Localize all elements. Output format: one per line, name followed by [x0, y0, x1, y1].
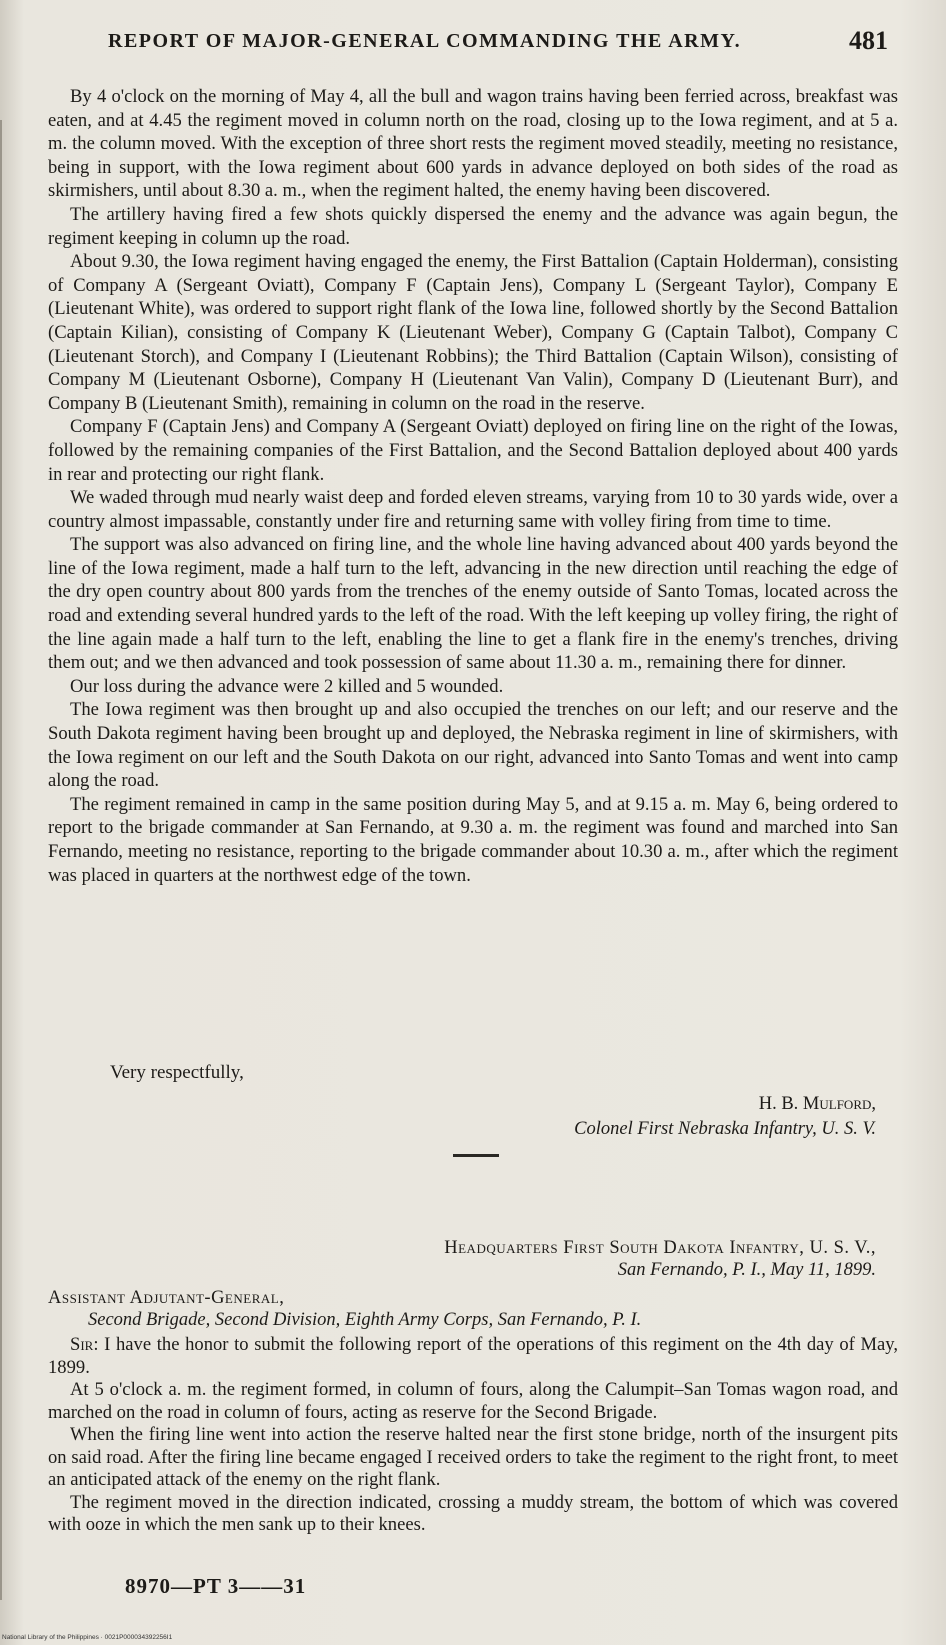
- paragraph: Company F (Captain Jens) and Company A (Sergeant Oviatt) deployed on firing line on the right of the Iowas, followed by the remaining companies of the First Battalion, and the Second Battalion deployed about 400 yards in rear and protecting our right flank.: [48, 416, 898, 485]
- headquarters-unit: Headquarters First South Dakota Infantry, U. S. V.,: [444, 1238, 876, 1258]
- paragraph: We waded through mud nearly waist deep and forded eleven streams, varying from 10 to 30 yards wide, over a country almost impassable, constantly under fire and returning same with volley firing from time to time.: [48, 487, 898, 532]
- paragraph: The regiment moved in the direction indicated, crossing a muddy stream, the bottom of which was covered with ooze in which the men sank up to their knees.: [48, 1491, 898, 1535]
- page-spine-edge: [0, 120, 12, 1600]
- headquarters-place-date: San Fernando, P. I., May 11, 1899.: [617, 1260, 876, 1280]
- paragraph: At 5 o'clock a. m. the regiment formed, in column of fours, along the Calumpit–San Tomas wagon road, and marched on the road in column of fours, acting as reserve for the Second Brigade.: [48, 1379, 898, 1423]
- paragraph: The Iowa regiment was then brought up and also occupied the trenches on our left; and our reserve and the South Dakota regiment having been brought up and deployed, the Nebraska regiment in line of skirmishers, with the Iowa regiment on our left and the South Dakota on our right, advanced into Santo Tomas and went into camp along the road.: [48, 699, 898, 792]
- signature-mark: 8970—PT 3——31: [125, 1574, 307, 1598]
- signatory-name: H. B. Mulford,: [758, 1094, 876, 1114]
- paragraph: The support was also advanced on firing line, and the whole line having advanced about 400 yards beyond the line of the Iowa regiment, made a half turn to the left, advancing in the new direction until reaching the edge of the dry open country about 800 yards from the trenches of the enemy outside of Santo Tomas, located across the road and extending several hundred yards to the left of the road. With the left keeping up volley firing, the right of the line again made a half turn to the left, enabling the line to get a flank fire in the enemy's trenches, driving them out; and we then advanced and took possession of same about 11.30 a. m., remaining there for dinner.: [48, 534, 898, 674]
- paragraph: The regiment remained in camp in the same position during May 5, and at 9.15 a. m. May 6, being ordered to report to the brigade commander at San Fernando, at 9.30 a. m. the regiment was found and marched into San Fernando, meeting no resistance, reporting to the brigade commander about 10.30 a. m., after which the regiment was placed in quarters at the northwest edge of the town.: [48, 793, 898, 886]
- address-location: Second Brigade, Second Division, Eighth Army Corps, San Fernando, P. I.: [88, 1310, 642, 1330]
- paragraph: About 9.30, the Iowa regiment having engaged the enemy, the First Battalion (Captain Holderman), consisting of Company A (Sergeant Oviatt), Company F (Captain Jens), Company L (Sergeant Taylor), Company E (Lieutenant White), was ordered to support right flank of the Iowa line, followed shortly by the Second Battalion (Captain Kilian), consisting of Company K (Lieutenant Weber), Company G (Captain Talbot), Company C (Lieutenant Storch), and Company I (Lieutenant Robbins); the Third Battalion (Captain Wilson), consisting of Company M (Lieutenant Osborne), Company H (Lieutenant Van Valin), Company D (Lieutenant Burr), and Company B (Lieutenant Smith), remaining in column on the road in the reserve.: [48, 251, 898, 414]
- paragraph-text: I have the honor to submit the following report of the operations of this regiment on the 4th day of May, 1899.: [48, 1334, 898, 1378]
- running-header: [108, 26, 888, 55]
- headquarters-heading: [444, 1237, 876, 1281]
- salutation: Sir:: [70, 1334, 99, 1355]
- digitization-credit: National Library of the Philippines · 0021P000034392256I1: [2, 1634, 173, 1641]
- report-body-south-dakota: [48, 1334, 898, 1537]
- paragraph: The artillery having fired a few shots quickly dispersed the enemy and the advance was again begun, the regiment keeping in column up the road.: [48, 203, 898, 249]
- signature-block: [574, 1092, 876, 1142]
- paragraph: Our loss during the advance were 2 killed and 5 wounded.: [70, 675, 504, 697]
- paragraph: When the firing line went into action the reserve halted near the first stone bridge, north of the insurgent pits on said road. After the firing line became engaged I received orders to take the regiment to the right front, to meet an anticipated attack of the enemy on the right flank.: [48, 1424, 898, 1490]
- closing-line: Very respectfully,: [110, 1062, 244, 1083]
- paragraph: [48, 1334, 898, 1379]
- signatory-rank: Colonel First Nebraska Infantry, U. S. V.: [574, 1119, 876, 1139]
- address-block: [48, 1287, 641, 1331]
- paragraph: By 4 o'clock on the morning of May 4, all the bull and wagon trains having been ferried across, breakfast was eaten, and at 4.45 the regiment moved in column north on the road, closing up to the Iowa regiment, and at 5 a. m. the column moved. With the exception of three short rests the regiment moved steadily, meeting no resistance, being in support, with the Iowa regiment about 600 yards in advance deployed on both sides of the road as skirmishers, until about 8.30 a. m., when the regiment halted, the enemy having been discovered.: [48, 86, 898, 202]
- section-divider: [453, 1154, 499, 1157]
- address-recipient: Assistant Adjutant-General,: [48, 1288, 285, 1308]
- header-title: REPORT OF MAJOR-GENERAL COMMANDING THE ARMY.: [108, 30, 742, 52]
- report-body-nebraska: [48, 85, 898, 887]
- page-number: 481: [849, 26, 888, 55]
